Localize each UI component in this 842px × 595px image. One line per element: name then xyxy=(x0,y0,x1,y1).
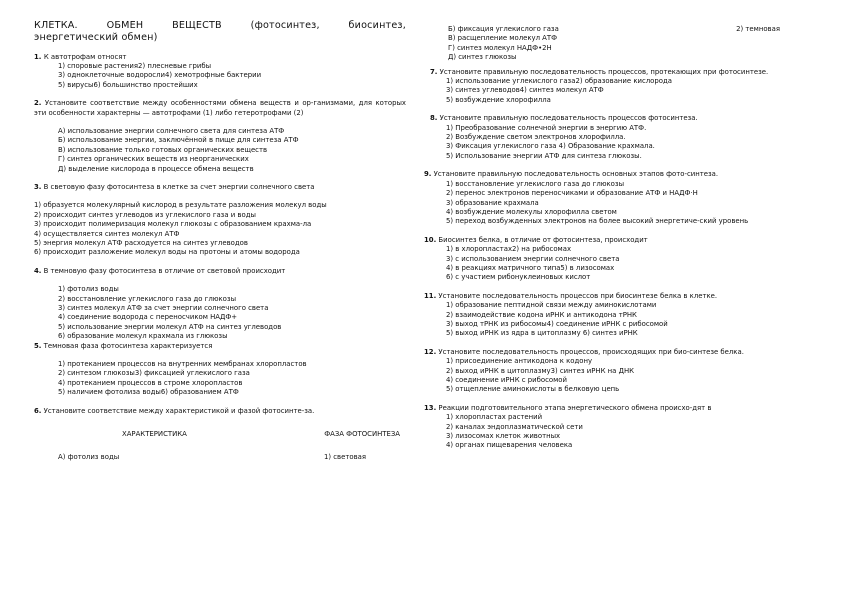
answer-option: 5) Использование энергии АТФ для синтеза глюкозы. xyxy=(446,151,642,160)
question-number: 6. xyxy=(34,406,42,415)
question-5 xyxy=(34,342,406,398)
answer-option: 3) лизосомах клеток животных xyxy=(446,432,561,441)
answer-option: 2) восстановление углекислого газа до глюкозы xyxy=(58,294,237,303)
answer-option: 3) Фиксация углекислого газа 4) Образование крахмала. xyxy=(446,142,655,151)
answer-option: 2) перенос электронов переносчиками и образование АТФ и НАДФ·Н xyxy=(446,189,698,198)
answer-option: 6) с участием рибонуклеиновых кислот xyxy=(446,273,591,282)
answer-option: 2) происходит синтез углеводов из углекислого газа и воды xyxy=(34,210,256,219)
answer-option: 3) образование крахмала xyxy=(446,198,539,207)
answer-option: Б) использование энергии, заключённой в пище для синтеза АТФ xyxy=(58,136,299,145)
answer-option: 1) споровые растения2) плесневые грибы xyxy=(58,61,212,70)
question-number: 7. xyxy=(430,67,438,76)
question-text: Установите последовательность процессов при биосинтезе белка в клетке. xyxy=(438,291,718,300)
answer-option: 1) Преобразование солнечной энергии в энергию АТФ. xyxy=(446,123,647,132)
question-number: 9. xyxy=(424,170,432,179)
answer-option: 5) использование энергии молекул АТФ на синтез углеводов xyxy=(58,322,282,331)
question-text: Установите соответствие между характеристикой и фазой фотосинте-за. xyxy=(43,406,315,415)
question-text: Реакции подготовительного этапа энергетического обмена происхо-дят в xyxy=(438,403,712,412)
match-table-header xyxy=(34,430,406,439)
question-3 xyxy=(34,183,406,258)
answer-option: 1) использование углекислого газа2) образование кислорода xyxy=(446,77,672,86)
question-text: Установите последовательность процессов, происходящих при био-синтезе белка. xyxy=(438,347,744,356)
header-phase: ФАЗА ФОТОСИНТЕЗА xyxy=(324,430,400,439)
answer-option: 3) одноклеточные водоросли4) хемотрофные бактерии xyxy=(58,71,262,80)
answer-option: 1) хлоропластах растений xyxy=(446,413,543,422)
answer-option: 4) органах пищеварения человека xyxy=(446,441,573,450)
match-characteristic: Б) фиксация углекислого газа xyxy=(448,25,559,33)
answer-option: 3) синтез молекул АТФ за счет энергии солнечного света xyxy=(58,304,269,313)
match-characteristic: Д) синтез глюкозы xyxy=(448,53,517,62)
question-number: 10. xyxy=(424,235,437,244)
match-table-row xyxy=(34,453,406,462)
answer-option: 4) протеканием процессов в строме хлоропластов xyxy=(58,378,243,387)
question-number: 2. xyxy=(34,99,42,108)
question-number: 13. xyxy=(424,403,437,412)
question-number: 12. xyxy=(424,347,437,356)
answer-option: 1) фотолиз воды xyxy=(58,285,119,294)
answer-option: 5) возбуждение хлорофилла xyxy=(446,95,551,104)
question-4 xyxy=(34,267,406,342)
answer-option: 4) в реакциях матричного типа5) в лизосомах xyxy=(446,263,615,272)
answer-option: 2) выход иРНК в цитоплазму3) синтез иРНК на ДНК xyxy=(446,366,635,375)
question-6 xyxy=(34,407,406,462)
answer-option: 5) вирусы6) большинство простейших xyxy=(58,80,198,89)
answer-option: 1) присоединение антикодона к кодону xyxy=(446,357,593,366)
answer-option: 2) взаимодействие кодона иРНК и антикодона тРНК xyxy=(446,310,637,319)
answer-option: 1) образование пептидной связи между аминокислотами xyxy=(446,301,657,310)
match-phase: 2) темновая xyxy=(736,25,780,33)
answer-option: 1) протеканием процессов на внутренних мембранах хлоропластов xyxy=(58,360,307,369)
question-text: Биосинтез белка, в отличие от фотосинтеза, происходит xyxy=(438,235,648,244)
question-number: 5. xyxy=(34,341,42,350)
question-text: Темновая фаза фотосинтеза характеризуется xyxy=(43,341,213,350)
question-13 xyxy=(424,404,788,451)
answer-option: 3) выход тРНК из рибосомы4) соединение иРНК с рибосомой xyxy=(446,319,668,328)
question-number: 8. xyxy=(430,114,438,123)
match-characteristic: А) фотолиз воды xyxy=(58,452,120,461)
answer-option: 2) синтезом глюкозы3) фиксацией углекислого газа xyxy=(58,369,250,378)
question-1 xyxy=(34,53,406,91)
question-9 xyxy=(424,170,788,226)
question-number: 1. xyxy=(34,52,42,61)
answer-option: Д) выделение кислорода в процессе обмена веществ xyxy=(58,164,254,173)
match-table-row xyxy=(448,25,788,34)
answer-option: 2) каналах эндоплазматической сети xyxy=(446,422,583,431)
header-characteristic: ХАРАКТЕРИСТИКА xyxy=(122,430,187,439)
answer-option: 3) синтез углеводов4) синтез молекул АТФ xyxy=(446,86,604,95)
question-12 xyxy=(424,348,788,395)
question-number: 11. xyxy=(424,291,437,300)
question-7 xyxy=(424,68,788,106)
answer-option: 6) происходит разложение молекул воды на протоны и атомы водорода xyxy=(34,248,300,257)
match-phase: 1) световая xyxy=(323,452,366,461)
answer-option: 5) энергия молекул АТФ расходуется на синтез углеводов xyxy=(34,239,248,247)
question-number: 4. xyxy=(34,266,42,275)
answer-option: А) использование энергии солнечного света для синтеза АТФ xyxy=(58,126,285,135)
question-text: В темновую фазу фотосинтеза в отличие от световой происходит xyxy=(43,266,286,275)
answer-option: 4) соединение иРНК с рибосомой xyxy=(446,376,567,384)
question-text: Установите соответствие между особенностями обмена веществ и ор-ганизмами, для которых эти особенности характерны — автотрофами (1) либо гетеротрофами (2) xyxy=(34,99,406,117)
answer-option: 3) происходит полимеризация молекул глюкозы с образованием крахма-ла xyxy=(34,220,312,229)
answer-option: Г) синтез органических веществ из неорганических xyxy=(58,155,249,164)
answer-option: 2) Возбуждение светом электронов хлорофилла. xyxy=(446,133,626,142)
answer-option: 6) образование молекул крахмала из глюкозы xyxy=(58,332,228,341)
answer-option: 5) переход возбужденных электронов на более высокий энергетиче-ский уровень xyxy=(446,217,749,226)
question-text: Установите правильную последовательность процессов фотосинтеза. xyxy=(439,114,698,123)
answer-option: 4) соединение водорода с переносчиком НАДФ+ xyxy=(58,313,238,322)
answer-option: 5) выход иРНК из ядра в цитоплазму 6) синтез иРНК xyxy=(446,329,638,338)
question-2 xyxy=(34,99,406,174)
answer-option: 4) осуществляется синтез молекул АТФ xyxy=(34,229,180,238)
question-6-continued xyxy=(424,25,788,63)
question-number: 3. xyxy=(34,182,42,191)
document-title-line2: энергетический обмен) xyxy=(34,31,158,43)
right-column xyxy=(424,25,788,451)
answer-option: 4) возбуждение молекулы хлорофилла светом xyxy=(446,207,617,216)
answer-option: 1) в хлоропластах2) на рибосомах xyxy=(446,245,572,254)
question-text: Установите правильную последовательность процессов, протекающих при фотосинтезе. xyxy=(439,67,769,76)
answer-option: 3) с использованием энергии солнечного света xyxy=(446,254,620,263)
question-text: Установите правильную последовательность основных этапов фото-синтеза. xyxy=(433,170,719,179)
question-8 xyxy=(424,114,788,161)
question-text: К автотрофам относят xyxy=(43,52,127,61)
answer-option: 5) наличием фотолиза воды6) образованием АТФ xyxy=(58,388,239,397)
left-column xyxy=(34,0,406,462)
document-title: КЛЕТКА. ОБМЕН ВЕЩЕСТВ (фотосинтез, биосинтез, xyxy=(34,20,406,31)
match-characteristic: Г) синтез молекул НАДФ•2Н xyxy=(448,43,552,52)
question-text: В световую фазу фотосинтеза в клетке за счет энергии солнечного света xyxy=(43,182,315,191)
answer-option: 1) восстановление углекислого газа до глюкозы xyxy=(446,179,625,188)
match-characteristic: В) расщепление молекул АТФ xyxy=(448,34,558,43)
question-10 xyxy=(424,236,788,283)
answer-option: 1) образуется молекулярный кислород в результате разложения молекул воды xyxy=(34,201,327,210)
answer-option: В) использование только готовых органических веществ xyxy=(58,145,268,154)
answer-option: 5) отщепление аминокислоты в белковую цепь xyxy=(446,385,620,394)
question-11 xyxy=(424,292,788,339)
